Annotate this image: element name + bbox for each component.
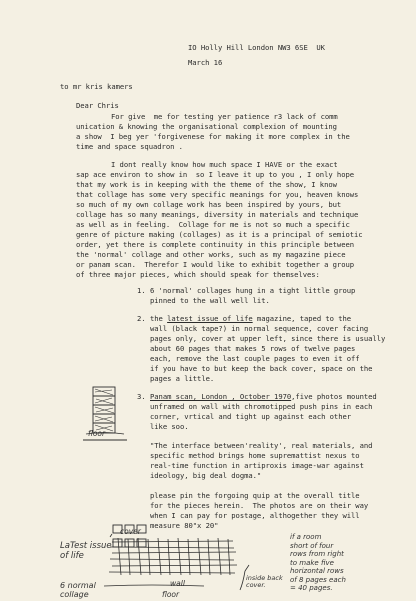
text-line: please pin the forgoing quip at the overall title: [150, 491, 360, 500]
text-line: 6 'normal' collages hung in a tight little group: [150, 286, 356, 295]
text-line: unframed on wall with chromotipped push pins in each: [150, 402, 373, 411]
text-line: for the pieces herein. The photos are on their way: [150, 501, 369, 510]
letter-date: March 16: [188, 58, 223, 67]
note-inside-back-cover: inside back cover.: [246, 574, 283, 589]
item-number: 3.: [137, 392, 146, 401]
sender-address: IO Holly Hill London NW3 6SE UK: [188, 43, 325, 52]
text-line: each, remove the last couple pages to even it off: [150, 354, 360, 363]
text-line: corner, vrtical and tight up against each other: [150, 412, 352, 421]
text-line: pages a little.: [150, 374, 215, 383]
salutation: Dear Chris: [76, 101, 119, 110]
text-line: pinned to the wall well lit.: [150, 296, 270, 305]
text-line: when I can pay for postage, althogether they will: [150, 511, 360, 520]
text-line: genre of picture making (collages) as it is a principal of semiotic: [76, 230, 363, 239]
note-floor-top: floor: [88, 429, 106, 438]
text-rest: magazine, taped to the: [252, 314, 352, 323]
magazine-title: latest issue of life: [167, 314, 253, 323]
text-line: that collage has some very specific meanings for you, heaven knows: [76, 190, 359, 199]
text-line: real-time function in artiproxis image-war against: [150, 461, 364, 470]
text-line: the 'normal' collage and other works, such as my magazine piece: [76, 250, 346, 259]
note-cover: cover: [120, 527, 141, 536]
text-line: For give me for testing yer patience r3 lack of comm: [111, 112, 338, 121]
text-line: order, yet there is complete continuity in this principle between: [76, 240, 355, 249]
text-line: measure 80"x 20": [150, 521, 219, 530]
text-line: of three major pieces, which should speak for themselves:: [76, 270, 320, 279]
text-line: as well as in feeling. Collage for me is not so much a specific: [76, 220, 350, 229]
text-line: or panam scan. Therefor I would like to exhibit together a group: [76, 260, 355, 269]
text-rest: ,five photos mounted: [291, 392, 377, 401]
text-line: wall (black tape?) in normal sequence, cover facing: [150, 324, 369, 333]
note-normal-collage: 6 normal collage: [60, 581, 96, 599]
text-the: the: [150, 314, 168, 323]
text-line: that my work is in keeping with the theme of the show, I know: [76, 180, 337, 189]
text-line: if you have to but keep the back cover, space on the: [150, 364, 373, 373]
text-line: like soo.: [150, 422, 189, 431]
panam-scan-title: Panam scan, London , October 1970: [150, 392, 292, 401]
note-wall: wall: [170, 579, 185, 588]
text-line: collage has so many meanings, diversity in materials and technique: [76, 210, 359, 219]
text-line: unication & knowing the organisational complexion of mounting: [76, 122, 337, 131]
text-line: time and space squadron .: [76, 142, 183, 151]
note-floor-bottom: floor: [162, 590, 180, 599]
recipient-line: to mr kris kamers: [60, 82, 133, 91]
note-latest-issue: LaTest issue of life: [60, 541, 112, 561]
text-line: specific method brings home supremattist nexus to: [150, 451, 360, 460]
text-line: a show I beg yer 'forgivenese for making it more complex in the: [76, 132, 350, 141]
text-line: about 60 pages that makes 5 rows of twelve pages: [150, 344, 356, 353]
text-line: so much of my own collage work has been inspired by yours, but: [76, 200, 342, 209]
item-number: 2.: [137, 314, 146, 323]
note-right-margin: if a room short of four rows from right to make five horizontal rows of 8 pages each = 40 pages.: [290, 533, 346, 592]
text-line: sap ace environ to show in so I leave it up to you , I only hope: [76, 170, 355, 179]
text-line: "The interface between'reality', real materials, and: [150, 441, 373, 450]
text-line: I dont really know how much space I HAVE or the exact: [111, 160, 338, 169]
text-line: ideology, big deal dogma.": [150, 471, 262, 480]
item-number: 1.: [137, 286, 146, 295]
text-line: pages only, cover at upper left, since there is usually: [150, 334, 386, 343]
